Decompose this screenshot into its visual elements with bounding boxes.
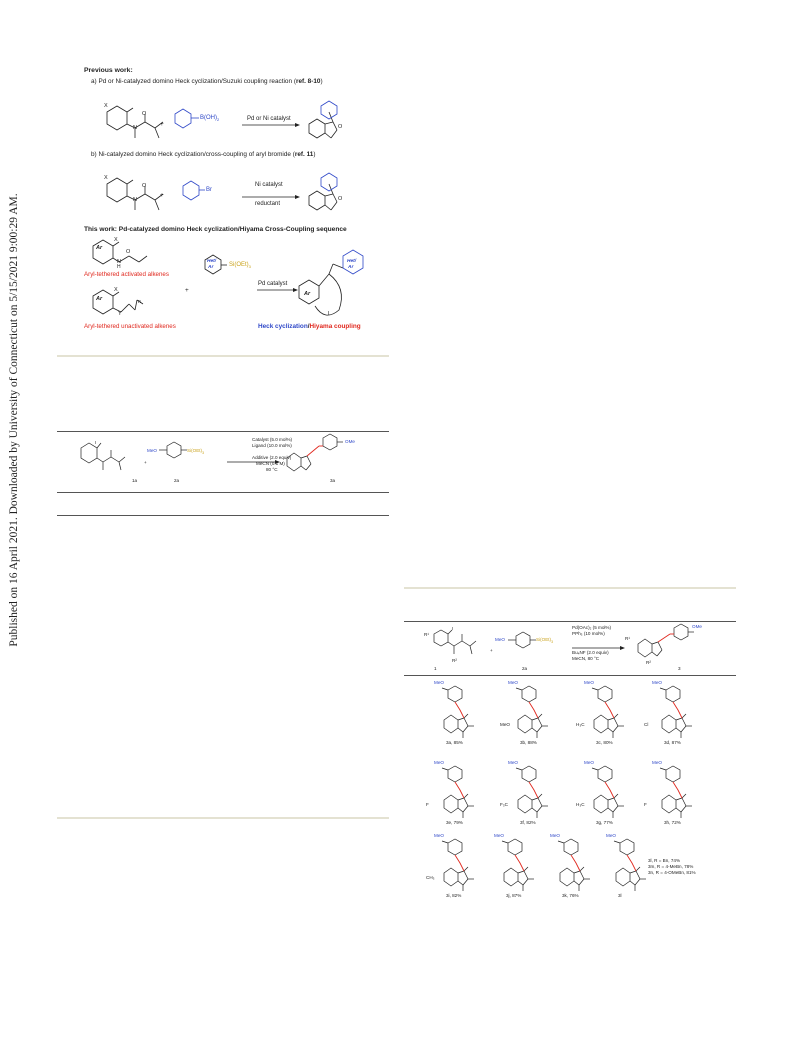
product-structure-3 [582,682,649,752]
product-label-7: 3g, 77% [596,820,613,825]
scheme-b-caption: b) Ni-catalyzed domino Heck cyclization/cross-coupling of aryl bromide (ref. 11) [91,151,316,158]
y-label: Y [118,311,122,317]
product-substituent-8: F [644,802,647,807]
o-label-b: O [142,183,147,189]
x-label-b: X [104,175,108,181]
pd-catalyst-label: Pd catalyst [258,281,288,287]
boronic-acid: $B(OH)_2$ [200,115,220,123]
product-label-5: 3e, 79% [446,820,463,825]
sidebar-provenance [0,0,28,1039]
ar-label-3: Ar [208,265,214,270]
product-structure-5 [432,762,496,832]
product-substituent-9: CH₃ [426,875,435,880]
table1-rule-3 [57,515,389,516]
t1-meo: MeO [147,448,157,453]
product-meo-5: MeO [434,760,444,765]
s2-plus: + [490,648,493,653]
s2-product-r2: R² [646,660,651,665]
product-meo-4: MeO [652,680,662,685]
r-list-item-2: 3m, R = 4-MeBn, 78% [648,864,694,869]
s2-r2: R² [452,658,457,663]
s2-label-2a: 2a [522,666,528,671]
t1-cond-5: 80 °C [266,467,278,472]
plus-a: + [160,121,164,128]
product-meo-2: MeO [508,680,518,685]
x-label-d: X [114,287,118,293]
product-meo-12: MeO [606,833,616,838]
s2-cond-1: Pd(OAc)₂ (5 mol%) [572,625,612,630]
t1-cond-1: Catalyst (5.0 mol%) [252,437,293,442]
product-label-3: 3c, 80% [596,740,613,745]
h-label-c: H [117,264,121,270]
product-substituent-2: MeO [500,722,510,727]
scheme2-rule-1 [404,621,736,622]
product-meo-6: MeO [508,760,518,765]
t1-label-3a: 3a [330,478,336,483]
product-structure-8 [650,762,714,832]
x-label-c: X [114,237,118,243]
product-label-8: 3h, 72% [664,820,681,825]
n-subscript-label: n [138,299,141,305]
o-label-a: O [142,111,147,117]
product-meo-3: MeO [584,680,594,685]
het-label-1: Het/ [207,259,217,264]
product-meo-7: MeO [584,760,594,765]
s2-r1: R¹ [424,632,429,637]
n-label-b: N [133,197,137,203]
o-product-b: O [338,196,343,202]
s2-silane: $Si(OEt)_3$ [536,637,553,644]
product-structure-1 [432,682,496,752]
product-label-10: 3j, 87% [506,893,522,898]
s2-meo: MeO [495,637,505,642]
s2-cond-3: Bu₄NF (2.0 equiv) [572,650,609,655]
previous-work-heading: Previous work: [84,67,133,74]
r-list-item-3: 3n, R = 4-OMeBn, 81% [648,870,696,875]
s2-label-1: 1 [434,666,437,671]
scheme2-top-rule [404,587,736,589]
product-structure-9 [432,835,496,905]
product-label-12: 3l [618,893,622,898]
heck-hiyama-label: Heck cyclization/Hiyama coupling [258,323,361,330]
ar-label-2: Ar [96,296,103,302]
t1-plus: + [144,460,147,465]
t1-label-1a: 1a [132,478,138,483]
left-bottom-rule [57,817,389,819]
product-label-1: 3a, 85% [446,740,463,745]
bromide-label: Br [206,187,212,193]
t1-silane: $Si(OEt)_3$ [187,448,204,455]
product-structure-2 [506,682,570,752]
product-structure-4 [650,682,714,752]
product-substituent-5: F [426,802,429,807]
product-substituent-3: H₃C [576,722,585,727]
plus-b: + [160,192,164,199]
s2-iodo: I [452,626,454,631]
x-label-a: X [104,103,108,109]
product-label-4: 3d, 87% [664,740,681,745]
product-substituent-4: Cl [644,722,649,727]
provenance-text: Published on 16 April 2021. Downloaded by University of Connecticut on 5/15/2021 9:00:29 AM. [8,193,20,647]
product-label-6: 3f, 82% [520,820,536,825]
ar-label-4: Ar [304,291,311,297]
product-structure-6 [506,762,570,832]
s2-product-r1: R¹ [625,636,630,641]
product-structure-10 [492,835,556,905]
unactivated-alkenes-label: Aryl-tethered unactivated alkenes [84,323,176,330]
silane-label: $Si(OEt)_3$ [229,262,251,270]
table1-scheme [75,434,385,490]
product-structure-11 [548,835,612,905]
r-list-item-1: 3l, R = Bn, 74% [648,858,681,863]
product-meo-10: MeO [494,833,504,838]
s2-cond-4: MeCN, 80 °C [572,656,600,661]
product-substituent-7: H₃C [576,802,585,807]
product-substituent-6: F₃C [500,802,508,807]
t1-label-2a: 2a [174,478,180,483]
o-label-c: O [126,249,131,255]
t1-cond-3: Additive (2.0 equiv) [252,455,292,460]
table1-top-rule [57,355,389,357]
s2-ome: OMe [692,624,702,629]
scheme2-rule-2 [404,675,736,676]
product-meo-8: MeO [652,760,662,765]
t1-cond-4: MeCN (0.1 M) [256,461,285,466]
table1-rule-1 [57,431,389,432]
l-label: L [328,311,332,317]
t1-iodo: I [95,440,97,445]
product-label-2: 3b, 88% [520,740,537,745]
product-meo-11: MeO [550,833,560,838]
s2-cond-2: PPh₃ (10 mol%) [572,631,605,636]
n-label-c: N [117,259,121,265]
ar-label-5: Ar [348,265,354,270]
t1-cond-2: Ligand (10.0 mol%) [252,443,292,448]
product-meo-1: MeO [434,680,444,685]
table1-rule-2 [57,492,389,493]
scheme-a-caption: a) Pd or Ni-catalyzed domino Heck cyclization/Suzuki coupling reaction (ref. 8-10) [91,78,323,85]
product-label-11: 3k, 76% [562,893,579,898]
catalyst-b: Ni catalyst [255,182,283,188]
this-work-heading: This work: Pd-catalyzed domino Heck cyclization/Hiyama Cross-Coupling sequence [84,226,347,233]
scheme-a-drawing [97,100,367,150]
product-label-9: 3i, 82% [446,893,462,898]
n-label-a: N [133,125,137,131]
product-meo-9: MeO [434,833,444,838]
reductant-label: reductant [255,201,281,207]
t1-ome: OMe [345,439,355,444]
activated-alkenes-label: Aryl-tethered activated alkenes [84,271,169,278]
catalyst-a: Pd or Ni catalyst [247,116,291,122]
ar-label-1: Ar [96,245,103,251]
plus-c: + [185,287,189,294]
het-label-2: Het/ [347,259,357,264]
product-structure-7 [582,762,646,832]
scheme-b-drawing [97,172,367,222]
o-product-a: O [338,124,343,130]
s2-label-3: 3 [678,666,681,671]
